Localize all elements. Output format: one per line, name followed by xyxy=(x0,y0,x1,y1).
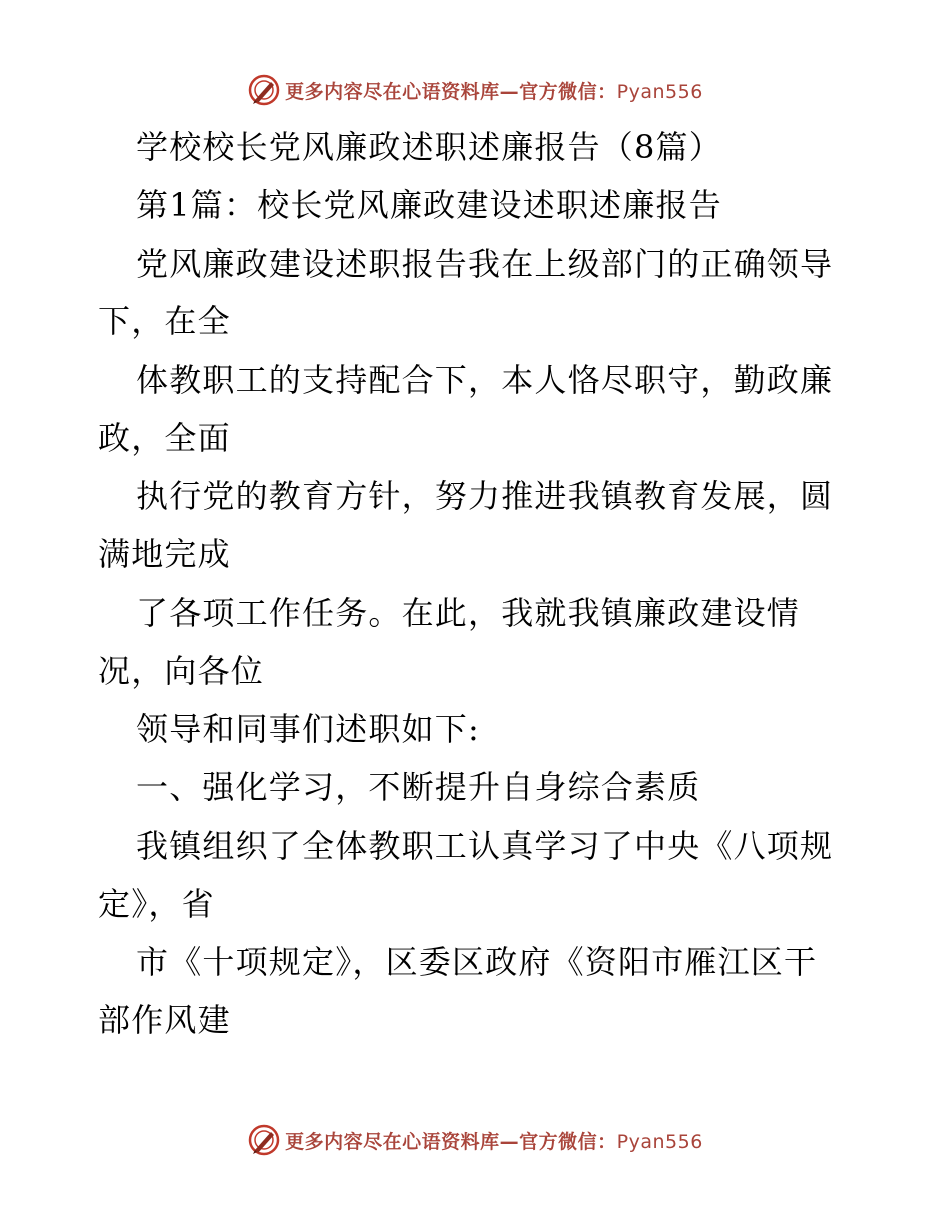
paragraph-line: 领导和同事们述职如下: xyxy=(136,710,480,748)
paragraph-line: 党风廉政建设述职报告我在上级部门的正确领导 xyxy=(136,245,834,283)
section-heading: 一、强化学习，不断提升自身综合素质 xyxy=(136,768,701,806)
paragraph-line: 满地完成 xyxy=(98,535,231,573)
paragraph-line: 部作风建 xyxy=(98,1001,231,1039)
paragraph-line: 况，向各位 xyxy=(98,652,265,690)
section-heading: 第1篇：校长党风廉政建设述职述廉报告 xyxy=(136,186,722,224)
footer-watermark xyxy=(0,1122,950,1158)
watermark-text: 更多内容尽在心语资料库—官方微信：Pyan556 xyxy=(285,80,703,103)
pen-logo-icon xyxy=(247,1123,281,1157)
paragraph-line: 市《十项规定》，区委区政府《资阳市雁江区干 xyxy=(136,943,818,981)
paragraph-line: 政，全面 xyxy=(98,419,231,457)
paragraph-line: 我镇组织了全体教职工认真学习了中央《八项规 xyxy=(136,827,834,865)
paragraph-line: 定》，省 xyxy=(98,885,215,923)
paragraph-line: 体教职工的支持配合下，本人恪尽职守，勤政廉 xyxy=(136,361,834,399)
document-title: 学校校长党风廉政述职述廉报告（8篇） xyxy=(136,128,722,166)
watermark-text: 更多内容尽在心语资料库—官方微信：Pyan556 xyxy=(285,1130,703,1153)
paragraph-line: 了各项工作任务。在此，我就我镇廉政建设情 xyxy=(136,594,801,632)
paragraph-line: 执行党的教育方针，努力推进我镇教育发展，圆 xyxy=(136,477,834,515)
paragraph-line: 下，在全 xyxy=(98,302,231,340)
